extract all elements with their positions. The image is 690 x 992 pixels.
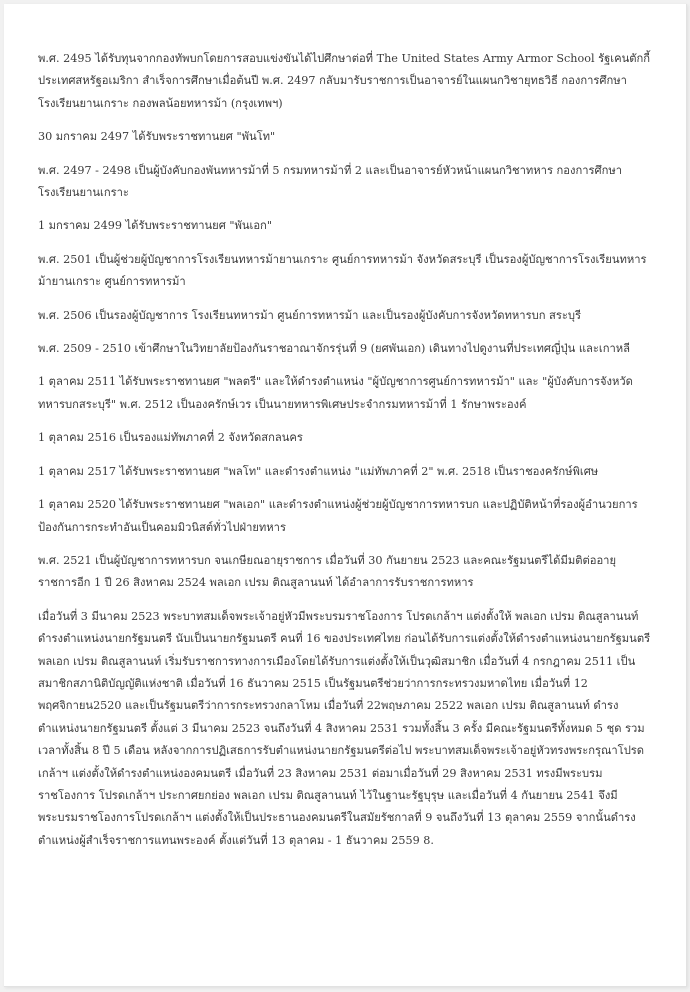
paragraph-1973-deputy-army-area: 1 ตุลาคม 2516 เป็นรองแม่ทัพภาคที่ 2 จังหวัดสกลนคร: [38, 431, 303, 445]
paragraph-1966-1967-defence-college: พ.ศ. 2509 - 2510 เข้าศึกษาในวิทยาลัยป้องกันราชอาณาจักรรุ่นที่ 9 (ยศพันเอก) เดินทางไปดูงานที่ประเทศญี่ปุ่น และเกาหลี: [38, 342, 631, 356]
document-page: [4, 4, 687, 987]
paragraph-1954-1955-battalion-commander: พ.ศ. 2497 - 2498 เป็นผู้บังคับกองพันทหารม้าที่ 5 กรมทหารม้าที่ 2 และเป็นอาจารย์หัวหน้าแผนกวิชาทหาร กองการศึกษา โรงเรียนยานเกราะ: [38, 163, 623, 200]
paragraph-1974-lieutenant-general: 1 ตุลาคม 2517 ได้รับพระราชทานยศ "พลโท" และดำรงตำแหน่ง "แม่ทัพภาคที่ 2" พ.ศ. 2518 เป็นราชองครักษ์พิเศษ: [38, 464, 599, 478]
paragraph-1978-army-commander: พ.ศ. 2521 เป็นผู้บัญชาการทหารบก จนเกษียณอายุราชการ เมื่อวันที่ 30 กันยายน 2523 และคณะรัฐมนตรีได้มีมติต่ออายุราชการอีก 1 ปี 26 สิงหาคม 2524 พลเอก เปรม ติณสูลานนท์ ได้อำลาการรับราชการทหาร: [38, 553, 617, 590]
document-body: [38, 48, 654, 852]
paragraph-1977-general: 1 ตุลาคม 2520 ได้รับพระราชทานยศ "พลเอก" และดำรงตำแหน่งผู้ช่วยผู้บัญชาการทหารบก และปฏิบัติหน้าที่รองผู้อำนวยการป้องกันการกระทำอันเป็นคอมมิวนิสต์ทั่วไปฝ่ายทหาร: [38, 498, 638, 534]
paragraph-1956-colonel: 1 มกราคม 2499 ได้รับพระราชทานยศ "พันเอก": [38, 219, 272, 233]
paragraph-1963-deputy-commander: พ.ศ. 2506 เป็นรองผู้บัญชาการ โรงเรียนทหารม้า ศูนย์การทหารม้า และเป็นรองผู้บังคับการจังหวัดทหารบก สระบุรี: [38, 308, 581, 322]
paragraph-1958-cavalry-school: พ.ศ. 2501 เป็นผู้ช่วยผู้บัญชาการโรงเรียนทหารม้ายานเกราะ ศูนย์การทหารม้า จังหวัดสระบุรี เป็นรองผู้บัญชาการโรงเรียนทหารม้ายานเกราะ ศูนย์การทหารม้า: [38, 252, 647, 289]
paragraph-1954-lieutenant-colonel: 30 มกราคม 2497 ได้รับพระราชทานยศ "พันโท": [38, 130, 276, 144]
paragraph-1952-armor-school: พ.ศ. 2495 ได้รับทุนจากกองทัพบกโดยการสอบแข่งขันได้ไปศึกษาต่อที่ The United States Army Armor School รัฐเคนตักกี้ ประเทศสหรัฐอเมริกา สำเร็จการศึกษาเมื่อต้นปี พ.ศ. 2497 กลับมารับราชการเป็นอาจารย์ในแผนกวิชายุทธวิธี กองการศึกษา โรงเรียนยานเกราะ กองพลน้อยทหารม้า (กรุงเทพฯ): [38, 52, 651, 110]
paragraph-1968-major-general: 1 ตุลาคม 2511 ได้รับพระราชทานยศ "พลตรี" และให้ดำรงตำแหน่ง "ผู้บัญชาการศูนย์การทหารม้า" และ "ผู้บังคับการจังหวัดทหารบกสระบุรี" พ.ศ. 2512 เป็นองครักษ์เวร เป็นนายทหารพิเศษประจำกรมทหารม้าที่ 1 รักษาพระองค์: [38, 375, 633, 411]
paragraph-1980-prime-minister: เมื่อวันที่ 3 มีนาคม 2523 พระบาทสมเด็จพระเจ้าอยู่หัวมีพระบรมราชโองการ โปรดเกล้าฯ แต่งตั้งให้ พลเอก เปรม ติณสูลานนท์ ดำรงตำแหน่งนายกรัฐมนตรี นับเป็นนายกรัฐมนตรี คนที่ 16 ของประเทศไทย ก่อนได้รับการแต่งตั้งให้ดำรงตำแหน่งนายกรัฐมนตรี พลเอก เปรม ติณสูลานนท์ เริ่มรับราชการทางการเมืองโดยได้รับการแต่งตั้งให้เป็นวุฒิสมาชิก เมื่อวันที่ 4 กรกฎาคม 2511 เป็นสมาชิกสภานิติบัญญัติแห่งชาติ เมื่อวันที่ 16 ธันวาคม 2515 เป็นรัฐมนตรีช่วยว่าการกระทรวงมหาดไทย เมื่อวันที่ 12 พฤศจิกายน2520 และเป็นรัฐมนตรีว่าการกระทรวงกลาโหม เมื่อวันที่ 22พฤษภาคม 2522 พลเอก เปรม ติณสูลานนท์ ดำรงตำแหน่งนายกรัฐมนตรี ตั้งแต่ 3 มีนาคม 2523 จนถึงวันที่ 4 สิงหาคม 2531 รวมทั้งสิ้น 3 ครั้ง มีคณะรัฐมนตรีทั้งหมด 5 ชุด รวมเวลาทั้งสิ้น 8 ปี 5 เดือน หลังจากการปฏิเสธการรับตำแหน่งนายกรัฐมนตรีต่อไป พระบาทสมเด็จพระเจ้าอยู่หัวทรงพระกรุณาโปรดเกล้าฯ แต่งตั้งให้ดำรงตำแหน่งองคมนตรี เมื่อวันที่ 23 สิงหาคม 2531 ต่อมาเมื่อวันที่ 29 สิงหาคม 2531 ทรงมีพระบรมราชโองการ โปรดเกล้าฯ ประกาศยกย่อง พลเอก เปรม ติณสูลานนท์ ไว้ในฐานะรัฐบุรุษ และเมื่อวันที่ 4 กันยายน 2541 จึงมีพระบรมราชโองการโปรดเกล้าฯ แต่งตั้งให้เป็นประธานองคมนตรีในสมัยรัชกาลที่ 9 จนถึงวันที่ 13 ตุลาคม 2559 จากนั้นดำรงตำแหน่งผู้สำเร็จราชการแทนพระองค์ ตั้งแต่วันที่ 13 ตุลาคม - 1 ธันวาคม 2559 8.: [38, 609, 651, 847]
